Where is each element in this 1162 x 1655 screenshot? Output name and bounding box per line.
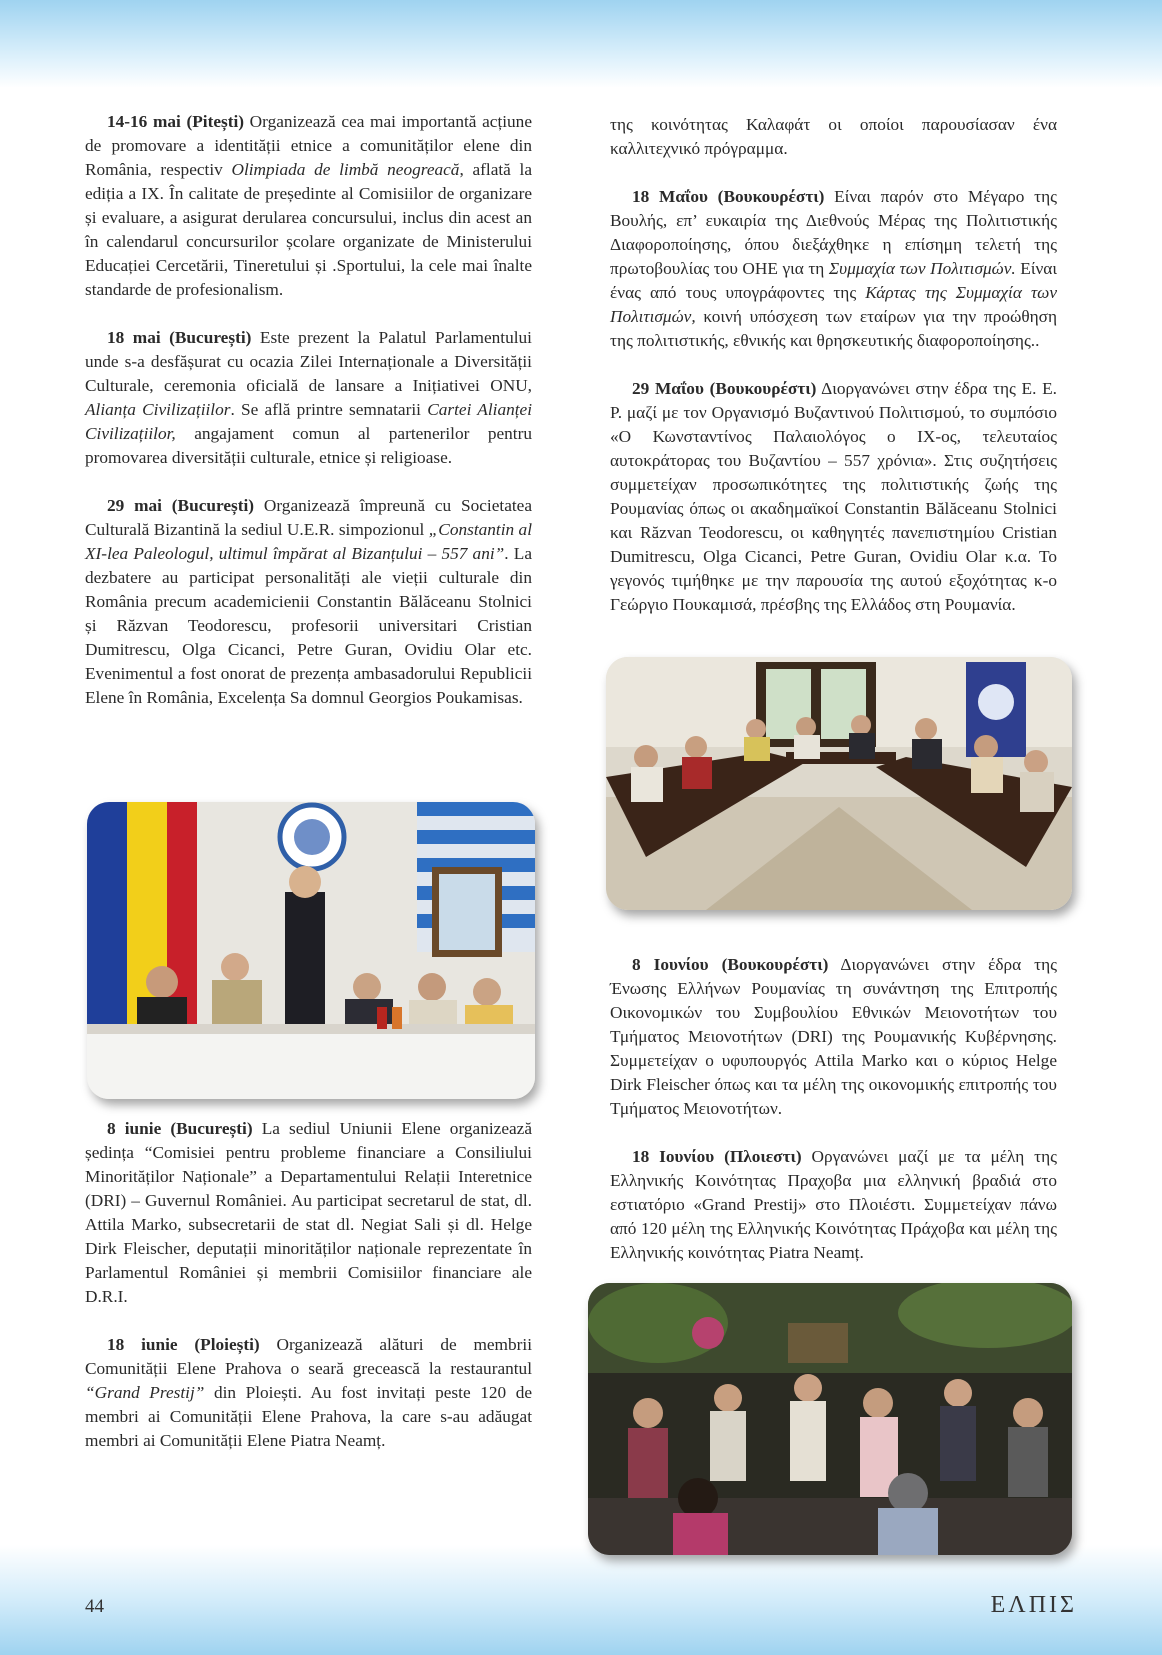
paragraph-text: Organizează cea mai importantă acțiune de promovare a identității etnice a comunităților elene din România, respectiv: [85, 112, 532, 179]
paragraph-text: Είναι ένας από τους υπογράφοντες της: [610, 259, 1057, 302]
paragraph-heading: 14-16 mai (Pitești): [107, 112, 245, 131]
header-gradient-band: [0, 0, 1162, 88]
paragraph-18-iunie: [85, 1333, 532, 1453]
paragraph-text: La sediul Uniunii Elene organizează ședința “Comisiei pentru probleme financiare a Consiliului Minorităților Naționale” a Departamentului Relații Interetnice (DRI) – Guvernul României. Au participat secretarul de stat, dl. Attila Marko, subsecretarii de stat dl. Negiat Sali și dl. Helge Dirk Fleischer, deputații minorităților naționale reprezentate în Parlamentul României și membrii Comisiilor financiare ale D.R.I.: [85, 1119, 532, 1306]
paragraph-29-maiou: [610, 377, 1057, 617]
paragraph-8-iouniou: [610, 953, 1057, 1121]
photo-symposium-speaker: [87, 802, 535, 1099]
paragraph-text: Είναι παρόν στο Μέγαρο της Βουλής, επ’ ευκαιρία της Διεθνούς Μέρας της Πολιτιστικής Διαφοροποίησης, όπου διεξάχθηκε η επίσημη τελετή της πρωτοβουλίας του ΟΗΕ για τη: [610, 187, 1057, 278]
paragraph-text: . La dezbatere au participat personalități ale vieții culturale din România precum academicienii Constantin Bălăceanu Stolnici și Răzvan Teodorescu, profesorii universitari Cristian Dumitrescu, Olga Cicanci, Petre Guran, Ovidiu Olar etc. Evenimentul a fost onorat de prezența ambasadorului Republicii Elene în România, Excelența Sa domnul Georgios Poukamisas.: [85, 544, 532, 707]
italic-text: Cartei Alianței Civilizațiilor,: [85, 400, 533, 443]
paragraph-text: , aflată la ediția a IX. În calitate de președinte al Comisiilor de organizare și evaluare, a asigurat derularea concursului, inclus din acest an în calendarul concursurilor școlare organizate de Ministerului Educației Cercetării, Tineretului și .Sportului, la cele mai înalte standarde de profesionalism.: [85, 160, 532, 299]
left-column-bottom: [85, 1117, 532, 1477]
paragraph-29-mai: [85, 494, 532, 710]
right-column-top: [610, 113, 1057, 641]
paragraph-18-iouniou: [610, 1145, 1057, 1265]
italic-text: „Constantin al XI-lea Paleologul, ultimul împărat al Bizanțului – 557 ani”: [85, 520, 533, 563]
paragraph-text: . Se află printre semnatarii: [230, 400, 428, 419]
paragraph-18-maiou: [610, 185, 1057, 353]
italic-text: Alianța Civilizațiilor: [85, 400, 231, 419]
paragraph-heading: 18 Μαΐου (Βουκουρέστι): [632, 187, 825, 206]
footer-gradient-band: [0, 1545, 1162, 1655]
paragraph-continuation: [610, 113, 1057, 161]
paragraph-heading: 18 iunie (Ploiești): [107, 1335, 260, 1354]
paragraph-heading: 8 iunie (București): [107, 1119, 253, 1138]
paragraph-heading: 29 mai (București): [107, 496, 255, 515]
paragraph-text: Διοργανώνει στην έδρα της Ένωσης Ελλήνων Ρουμανίας τη συνάντηση της Επιτροπής Οικονομικών του Συμβουλίου Εθνικών Μειονοτήτων του Τμήματος Μειονοτήτων (DRI) της Ρουμανικής Κυβέρνησης. Συμμετείχαν ο υφυπουργός Attila Marko και ο κύριος Helge Dirk Fleischer όπως και τα μέλη της οικονομικής επιτροπής του Τμήματος Μειονοτήτων.: [610, 955, 1058, 1118]
paragraph-text: Οργανώνει μαζί με τα μέλη της Ελληνικής Κοινότητας Πραχοβα μια ελληνική βραδιά στο εστιατόριο «Grand Prestij» στο Πλοιέστι. Συμμετείχαν πάνω από 120 μέλη της Ελληνικής Κοινότητας Πράχοβα και μέλη της Ελληνικής κοινότητας Piatra Neamț.: [610, 1147, 1057, 1262]
italic-text: Κάρτας της Συμμαχία των Πολιτισμών,: [610, 283, 1058, 326]
paragraph-18-mai: [85, 326, 532, 470]
italic-text: “Grand Prestij”: [85, 1383, 205, 1402]
italic-text: Συμμαχία των Πολιτισμών.: [828, 259, 1016, 278]
paragraph-heading: 8 Ιουνίου (Βουκουρέστι): [632, 955, 829, 974]
paragraph-8-iunie: [85, 1117, 532, 1309]
paragraph-text: Διοργανώνει στην έδρα της Ε. Ε. Ρ. μαζί με τον Οργανισμό Βυζαντινού Πολιτισμού, το συμπόσιο «Ο Κωνσταντίνος Παλαιολόγος ο ΙΧ-ος, τελευταίος αυτοκράτορας του Βυζαντίου – 557 χρόνια». Στις συζητήσεις συμμετείχαν προσωπικότητες της πολιτιστικής ζωής της Ρουμανίας όπως οι ακαδημαϊκοί Constantin Bălăceanu Stolnici και Răzvan Teodorescu, οι καθηγητές πανεπιστημίου Cristian Dumitrescu, Olga Cicanci, Petre Guran, Ovidiu Olar κ.α. Το γεγονός τιμήθηκε με την παρουσία της αυτού εξοχότητας κ-ο Γεώργιο Πουκαμισά, πρέσβης της Ελλάδος στη Ρουμανία.: [610, 379, 1057, 614]
italic-text: Olimpiada de limbă neogreacă: [231, 160, 460, 179]
right-column-middle: [610, 953, 1057, 1289]
photo-greek-evening-dance: [588, 1283, 1072, 1555]
paragraph-text: Organizează alături de membrii Comunității Elene Prahova o seară grecească la restaurantul: [85, 1335, 532, 1378]
page-number: 44: [85, 1596, 104, 1617]
paragraph-heading: 18 Ιουνίου (Πλοιεστι): [632, 1147, 802, 1166]
paragraph-text: της κοινότητας Καλαφάτ οι οποίοι παρουσίασαν ένα καλλιτεχνικό πρόγραμμα.: [610, 115, 1057, 158]
publication-title: ΕΛΠΙΣ: [990, 1592, 1077, 1618]
paragraph-heading: 18 mai (București): [107, 328, 252, 347]
photo-round-table-meeting: [606, 657, 1072, 910]
paragraph-text: din Ploiești. Au fost invitați peste 120 de membri ai Comunității Elene Prahova, la care s-au adăugat membri ai Comunității Elene Piatra Neamț.: [85, 1383, 533, 1450]
paragraph-14-16-mai: [85, 110, 532, 302]
paragraph-heading: 29 Μαΐου (Βουκουρέστι): [632, 379, 817, 398]
paragraph-text: angajament comun al partenerilor pentru promovarea diversității culturale, etnice și religioase.: [85, 424, 532, 467]
left-column-top: [85, 110, 532, 734]
paragraph-text: Organizează împreună cu Societatea Culturală Bizantină la sediul U.E.R. simpozionul: [85, 496, 533, 539]
paragraph-text: Este prezent la Palatul Parlamentului unde s-a desfășurat cu ocazia Zilei Internaționale a Diversității Culturale, ceremonia oficială de lansare a Inițiativei ONU,: [85, 328, 532, 395]
paragraph-text: κοινή υπόσχεση των εταίρων για την προώθηση της πολιτιστικής, εθνικής και θρησκευτικής διαφοροποίησης..: [610, 307, 1057, 350]
